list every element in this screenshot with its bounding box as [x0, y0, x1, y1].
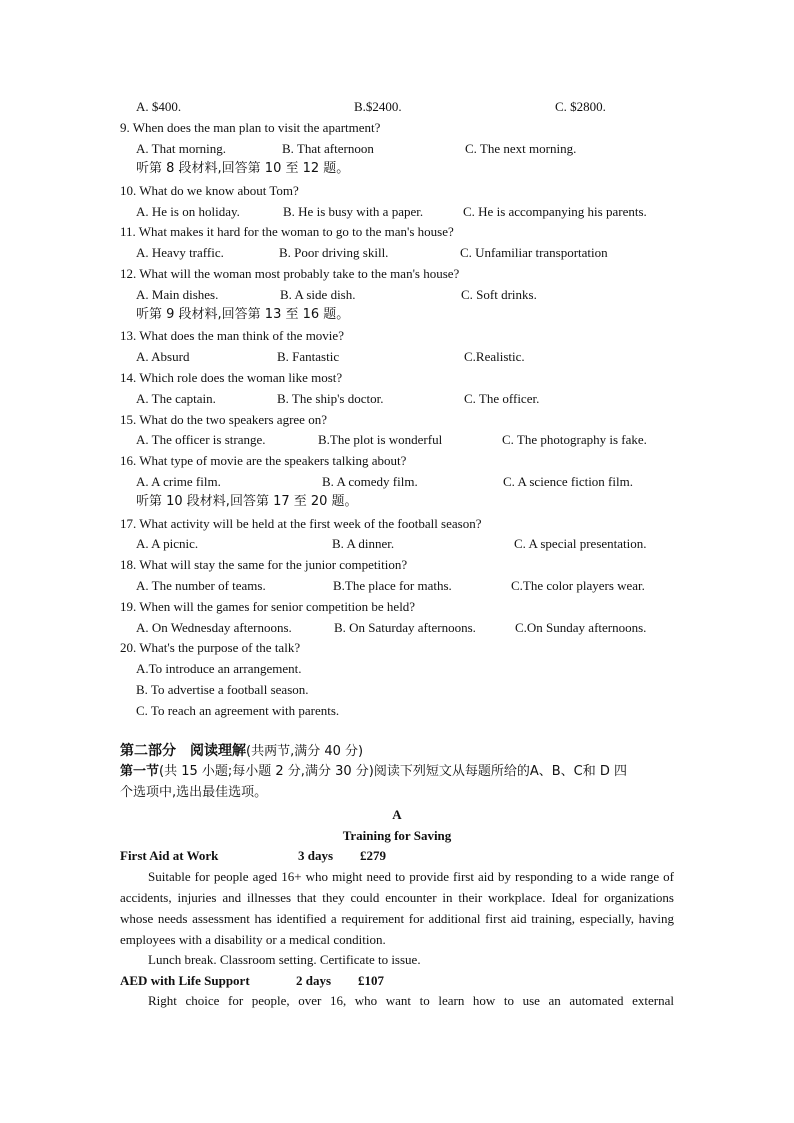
course-2-description: [120, 990, 674, 1011]
question-19-stem: 19. When will the games for senior competition be held?: [120, 599, 416, 614]
question-12-stem: 12. What will the woman most probably take to the man's house?: [120, 266, 460, 281]
question-11-option-c[interactable]: C. Unfamiliar transportation: [460, 245, 608, 260]
course-1-duration: 3 days: [298, 848, 334, 863]
question-17-stem: 17. What activity will be held at the first week of the football season?: [120, 516, 482, 531]
question-16-stem: 16. What type of movie are the speakers talking about?: [120, 453, 407, 468]
q8-option-c[interactable]: C. $2800.: [555, 99, 606, 114]
question-19-option-c[interactable]: C.On Sunday afternoons.: [515, 620, 647, 635]
question-16-option-a[interactable]: A. A crime film.: [136, 474, 221, 489]
question-17-option-c[interactable]: C. A special presentation.: [514, 536, 647, 551]
course-1-price: £279: [360, 848, 386, 863]
question-16-option-c[interactable]: C. A science fiction film.: [503, 474, 633, 489]
section-1-title: 第一节: [120, 764, 160, 779]
course-2-duration: 2 days: [296, 973, 332, 988]
instruction-material-8: 听第 8 段材料,回答第 10 至 12 题。: [136, 161, 350, 176]
question-13-option-c[interactable]: C.Realistic.: [464, 349, 525, 364]
question-20-option-b[interactable]: B. To advertise a football season.: [136, 682, 309, 697]
course-1-note: Lunch break. Classroom setting. Certificate to issue.: [148, 952, 421, 967]
question-10-option-b[interactable]: B. He is busy with a paper.: [283, 204, 424, 219]
section-1-instruction-line2: 个选项中,选出最佳选项。: [120, 785, 268, 800]
question-13-option-b[interactable]: B. Fantastic: [277, 349, 340, 364]
question-9-option-c[interactable]: C. The next morning.: [465, 141, 577, 156]
course-2-price: £107: [358, 973, 384, 988]
question-13-option-a[interactable]: A. Absurd: [136, 349, 190, 364]
question-19-option-a[interactable]: A. On Wednesday afternoons.: [136, 620, 292, 635]
course-1-description: [120, 866, 674, 950]
question-14-option-c[interactable]: C. The officer.: [464, 391, 540, 406]
question-15-option-c[interactable]: C. The photography is fake.: [502, 432, 647, 447]
instruction-material-9: 听第 9 段材料,回答第 13 至 16 题。: [136, 307, 350, 322]
part-2-score-note: (共两节,满分 40 分): [246, 744, 364, 759]
question-15-option-a[interactable]: A. The officer is strange.: [136, 432, 266, 447]
part-2-heading: [120, 742, 363, 761]
question-20-option-c[interactable]: C. To reach an agreement with parents.: [136, 703, 340, 718]
passage-letter: A: [392, 807, 402, 822]
question-14-option-b[interactable]: B. The ship's doctor.: [277, 391, 384, 406]
question-20-stem: 20. What's the purpose of the talk?: [120, 640, 301, 655]
part-2-title: 第二部分 阅读理解: [120, 743, 246, 759]
course-1-name: First Aid at Work: [120, 848, 219, 863]
question-9-option-a[interactable]: A. That morning.: [136, 141, 227, 156]
question-10-option-a[interactable]: A. He is on holiday.: [136, 204, 240, 219]
question-9-option-b[interactable]: B. That afternoon: [282, 141, 374, 156]
q8-option-b[interactable]: B.$2400.: [354, 99, 402, 114]
question-10-option-c[interactable]: C. He is accompanying his parents.: [463, 204, 647, 219]
question-15-option-b[interactable]: B.The plot is wonderful: [318, 432, 443, 447]
question-12-option-c[interactable]: C. Soft drinks.: [461, 287, 537, 302]
question-18-option-b[interactable]: B.The place for maths.: [333, 578, 452, 593]
question-15-stem: 15. What do the two speakers agree on?: [120, 412, 327, 427]
question-18-stem: 18. What will stay the same for the junior competition?: [120, 557, 408, 572]
question-9-stem: 9. When does the man plan to visit the apartment?: [120, 120, 381, 135]
q8-option-a[interactable]: A. $400.: [136, 99, 182, 114]
question-20-option-a[interactable]: A.To introduce an arrangement.: [136, 661, 302, 676]
course-2-description-text: Right choice for people, over 16, who want to learn how to use an automated external: [148, 993, 674, 1008]
question-12-option-b[interactable]: B. A side dish.: [280, 287, 356, 302]
passage-title: Training for Saving: [342, 828, 452, 843]
question-11-stem: 11. What makes it hard for the woman to go to the man's house?: [120, 224, 454, 239]
question-17-option-b[interactable]: B. A dinner.: [332, 536, 395, 551]
question-12-option-a[interactable]: A. Main dishes.: [136, 287, 219, 302]
question-10-stem: 10. What do we know about Tom?: [120, 183, 299, 198]
question-14-stem: 14. Which role does the woman like most?: [120, 370, 343, 385]
course-2-name: AED with Life Support: [120, 973, 250, 988]
question-17-option-a[interactable]: A. A picnic.: [136, 536, 199, 551]
question-16-option-b[interactable]: B. A comedy film.: [322, 474, 418, 489]
question-18-option-c[interactable]: C.The color players wear.: [511, 578, 645, 593]
question-19-option-b[interactable]: B. On Saturday afternoons.: [334, 620, 476, 635]
section-1-instruction-line1: [120, 763, 674, 781]
instruction-material-10: 听第 10 段材料,回答第 17 至 20 题。: [136, 494, 358, 509]
question-13-stem: 13. What does the man think of the movie?: [120, 328, 344, 343]
section-1-instruction-text: (共 15 小题;每小题 2 分,满分 30 分)阅读下列短文从每题所给的A、B、C和 D 四: [159, 764, 627, 779]
course-1-description-text: Suitable for people aged 16+ who might need to provide first aid by responding to a wide range of accidents, injuries and illnesses that they could encounter in their workplace. Ideal for organizations whose needs assessment has identified a requirement for additional first aid training, especially, having employees with a disability or a medical condition.: [120, 869, 674, 947]
question-11-option-a[interactable]: A. Heavy traffic.: [136, 245, 224, 260]
question-11-option-b[interactable]: B. Poor driving skill.: [279, 245, 389, 260]
question-18-option-a[interactable]: A. The number of teams.: [136, 578, 266, 593]
question-14-option-a[interactable]: A. The captain.: [136, 391, 216, 406]
